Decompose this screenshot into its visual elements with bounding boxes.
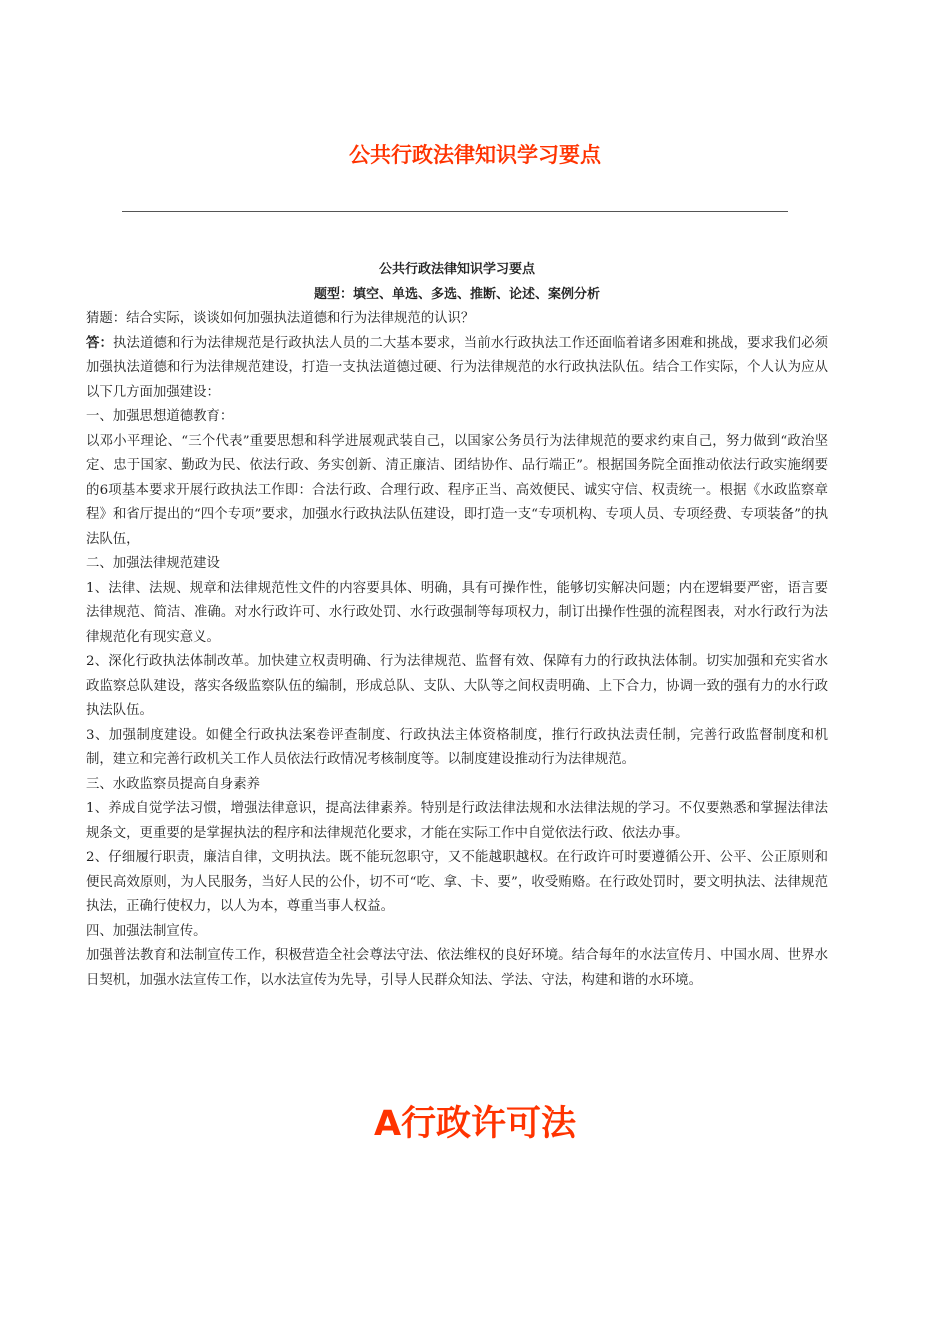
section-heading-4: 四、加强法制宣传。 (86, 923, 207, 939)
section-heading-3: 三、水政监察员提高自身素养 (86, 776, 261, 792)
document-body (86, 258, 828, 993)
guess-question: 猜题：结合实际，谈谈如何加强执法道德和行为法律规范的认识？ (86, 311, 475, 326)
section-3-paragraph-1: 1、养成自觉学法习惯，增强法律意识，提高法律素养。特别是行政法律法规和水法律法规的学习。不仅要熟悉和掌握法律法规条文，更重要的是掌握执法的程序和法律规范化要求，才能在实际工作中自觉依法行政、依法办事。 (86, 801, 828, 841)
question-types: 题型：填空、单选、多选、推断、论述、案例分析 (313, 286, 600, 302)
section-4-paragraph: 加强普法教育和法制宣传工作，积极营造全社会尊法守法、依法维权的良好环境。结合每年的水法宣传月、中国水周、世界水日契机，加强水法宣传工作，以水法宣传为先导，引导人民群众知法、学法、守法，构建和谐的水环境。 (86, 948, 828, 988)
section-heading-1: 一、加强思想道德教育： (86, 409, 234, 424)
section-title: A行政许可法 (373, 1104, 577, 1144)
section-1-paragraph: 以邓小平理论、“三个代表”重要思想和科学进展观武装自己，以国家公务员行为法律规范的要求约束自己，努力做到“政治坚定、忠于国家、勤政为民、依法行政、务实创新、清正廉洁、团结协作、品行端正”。根据国务院全面推动依法行政实施纲要的6项基本要求开展行政执法工作即：合法行政、合理行政、程序正当、高效便民、诚实守信、权责统一。根据《水政监察章程》和省厅提出的“四个专项”要求，加强水行政执法队伍建设，即打造一支“专项机构、专项人员、专项经费、专项装备”的执法队伍， (86, 433, 828, 547)
title-divider (122, 211, 788, 212)
section-2-paragraph-2: 2、深化行政执法体制改革。加快建立权责明确、行为法律规范、监督有效、保障有力的行政执法体制。切实加强和充实省水政监察总队建设，落实各级监察队伍的编制，形成总队、支队、大队等之间权责明确、上下合力，协调一致的强有力的水行政执法队伍。 (86, 654, 828, 718)
document-title: 公共行政法律知识学习要点 (378, 262, 535, 277)
section-heading-2: 二、加强法律规范建设 (86, 556, 220, 571)
section-2-paragraph-3: 3、加强制度建设。如健全行政执法案卷评查制度、行政执法主体资格制度，推行行政执法责任制，完善行政监督制度和机制，建立和完善行政机关工作人员依法行政情况考核制度等。以制度建设推动行为法律规范。 (86, 727, 828, 767)
section-2-paragraph-1: 1、法律、法规、规章和法律规范性文件的内容要具体、明确，具有可操作性，能够切实解决问题；内在逻辑要严密，语言要法律规范、简洁、准确。对水行政许可、水行政处罚、水行政强制等每项权力，制订出操作性强的流程图表，对水行政行为法律规范化有现实意义。 (86, 580, 828, 645)
section-3-paragraph-2: 2、仔细履行职责，廉洁自律，文明执法。既不能玩忽职守，又不能越职越权。在行政许可时要遵循公开、公平、公正原则和便民高效原则，为人民服务，当好人民的公仆，切不可“吃、拿、卡、要”，收受贿赂。在行政处罚时，要文明执法、法律规范执法，正确行使权力，以人为本，尊重当事人权益。 (86, 850, 828, 914)
page-title: 公共行政法律知识学习要点 (349, 143, 601, 167)
answer-label: 答： (86, 335, 113, 351)
answer-paragraph (86, 332, 828, 406)
answer-text: 执法道德和行为法律规范是行政执法人员的二大基本要求，当前水行政执法工作还面临着诸多困难和挑战，要求我们必须加强执法道德和行为法律规范建设，打造一支执法道德过硬、行为法律规范的水行政执法队伍。结合工作实际，个人认为应从以下几方面加强建设： (86, 335, 829, 400)
